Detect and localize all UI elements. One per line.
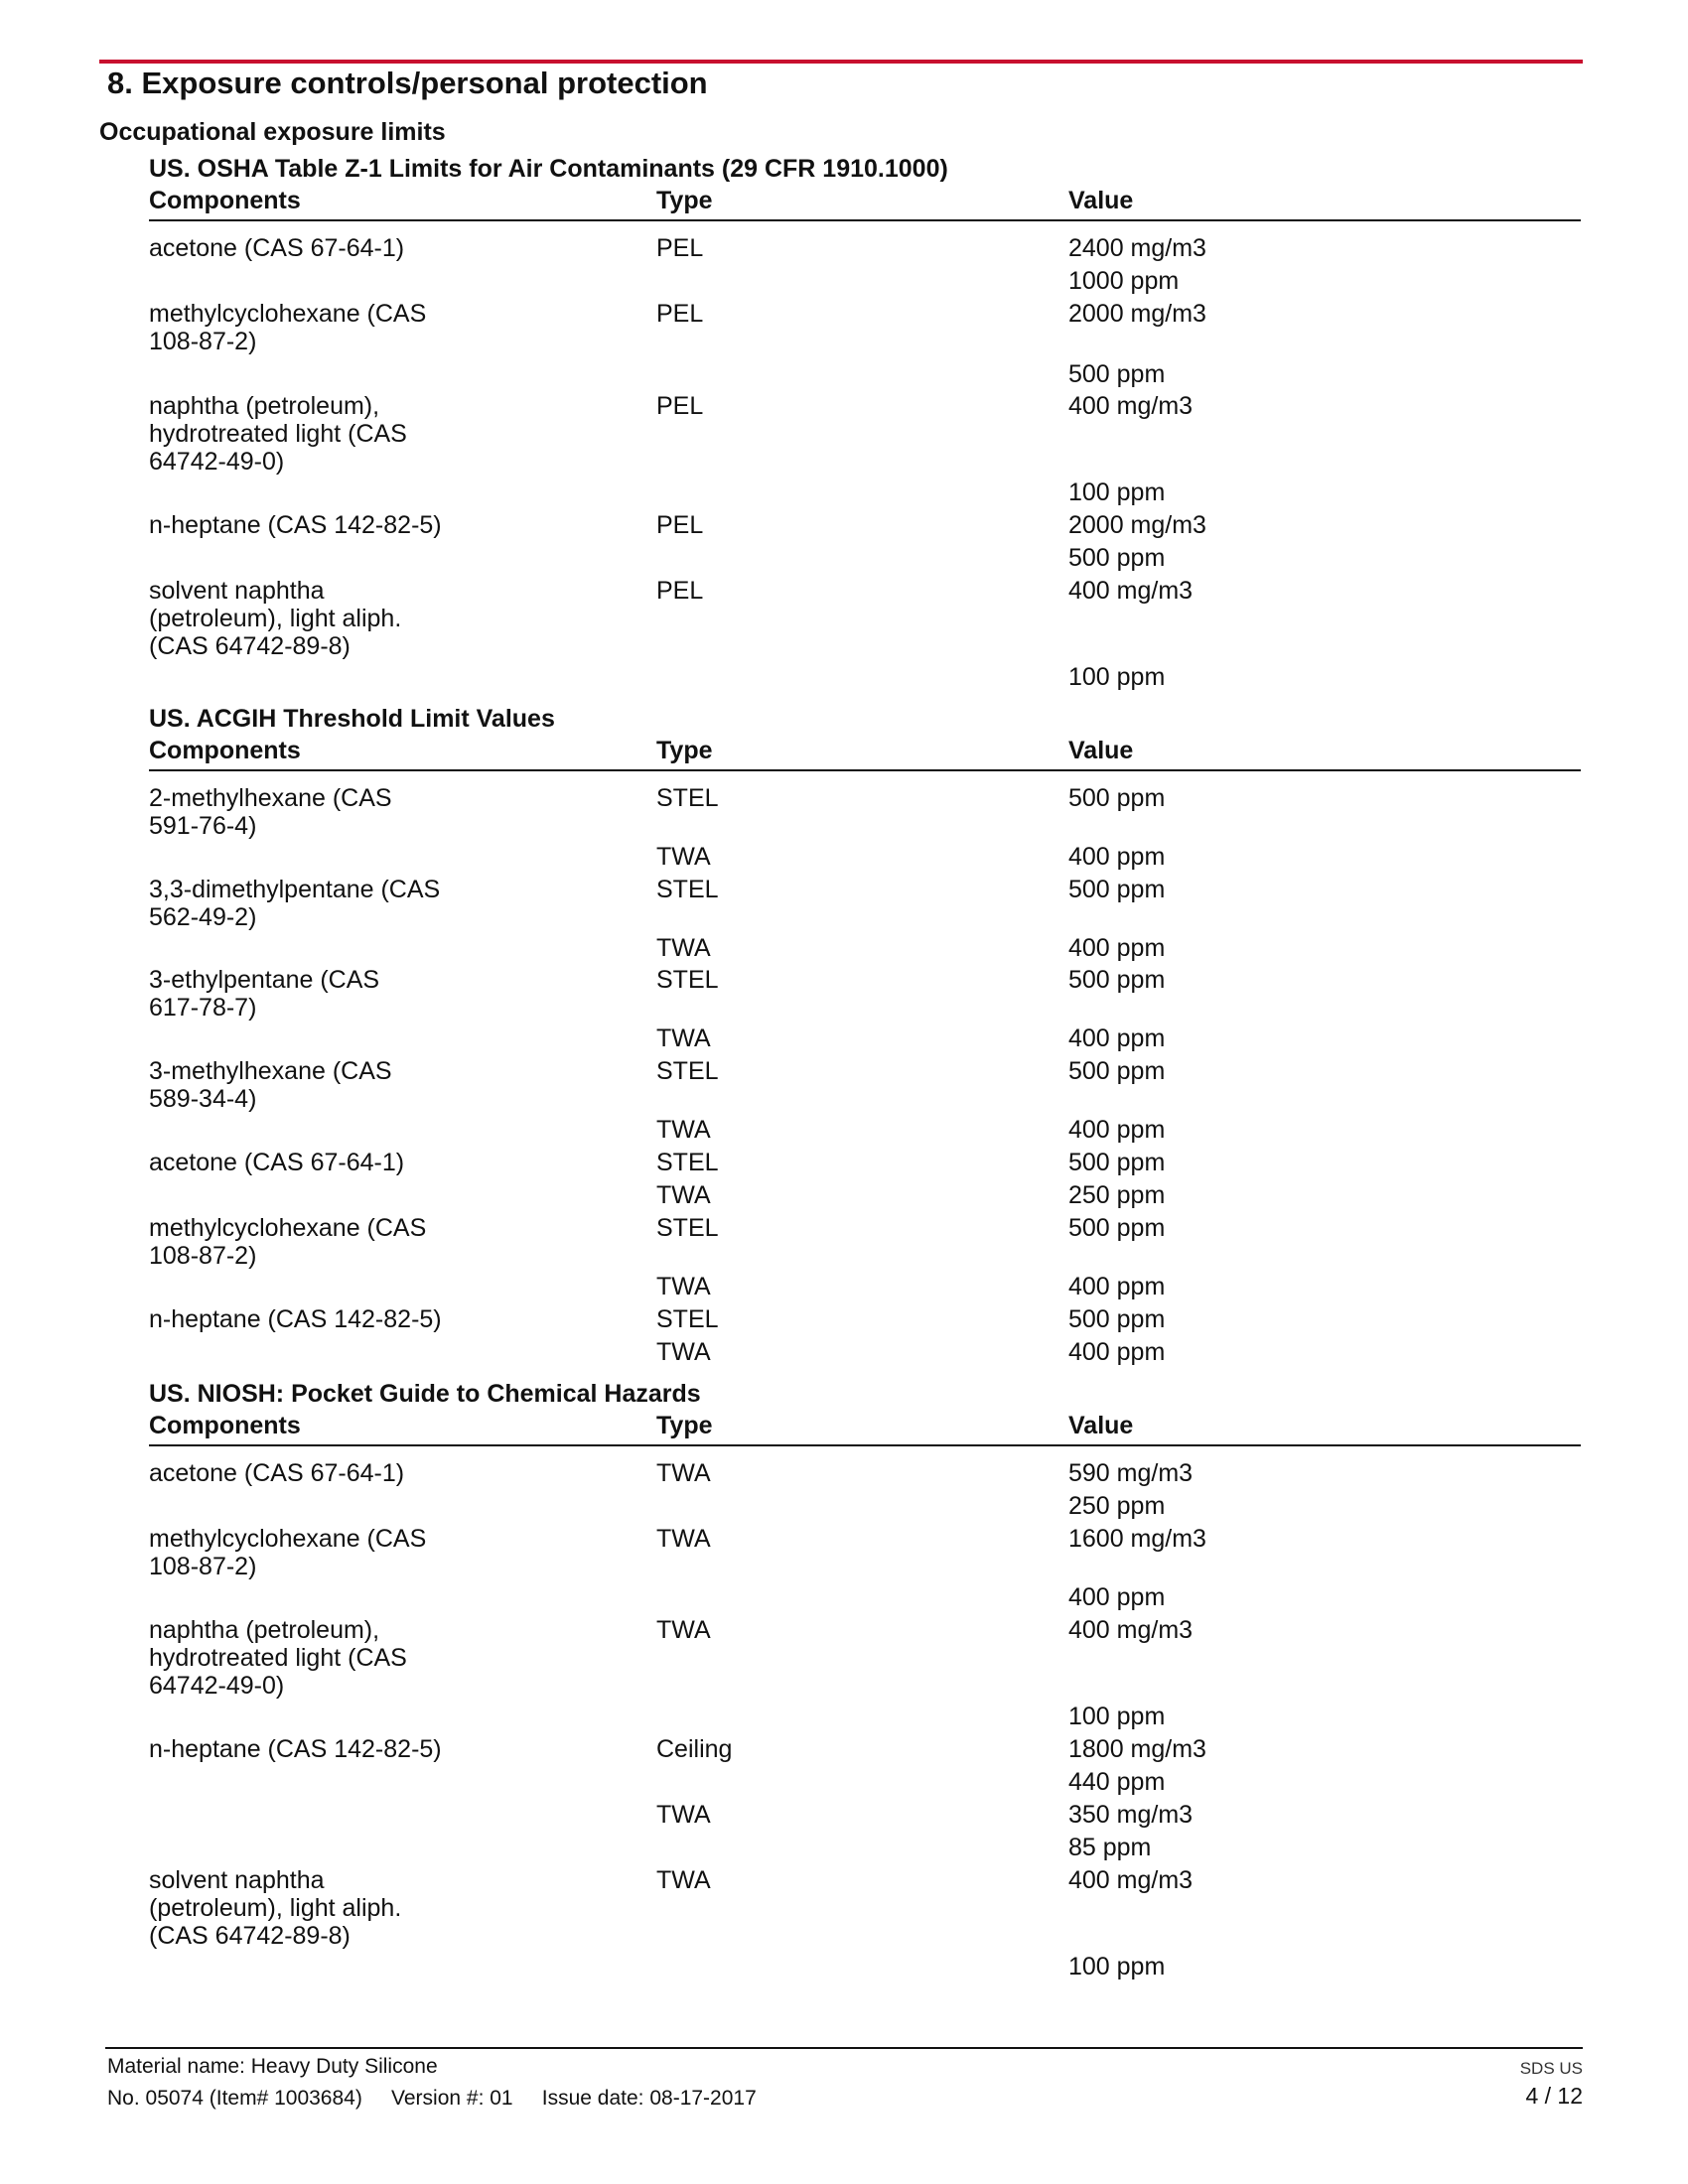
table-title: US. NIOSH: Pocket Guide to Chemical Hazards bbox=[149, 1380, 701, 1408]
value-cell: 400 mg/m3 bbox=[1068, 392, 1194, 420]
header-type: Type bbox=[656, 187, 713, 214]
value-cell: 500 ppm bbox=[1068, 1305, 1166, 1333]
type-cell: Ceiling bbox=[656, 1735, 733, 1763]
type-cell: STEL bbox=[656, 1305, 719, 1333]
header-value: Value bbox=[1068, 187, 1134, 214]
type-cell: TWA bbox=[656, 843, 711, 871]
component-cell: 2-methylhexane (CAS 591-76-4) bbox=[149, 784, 392, 840]
header-components: Components bbox=[149, 1412, 301, 1439]
type-cell: TWA bbox=[656, 1801, 711, 1829]
type-cell: PEL bbox=[656, 392, 704, 420]
value-cell: 1600 mg/m3 bbox=[1068, 1525, 1206, 1553]
value-cell: 2000 mg/m3 bbox=[1068, 300, 1206, 328]
type-cell: PEL bbox=[656, 300, 704, 328]
footer-document-info: No. 05074 (Item# 1003684) Version #: 01 Issue date: 08-17-2017 bbox=[107, 2087, 757, 2110]
value-cell: 100 ppm bbox=[1068, 1953, 1166, 1980]
component-cell: 3-methylhexane (CAS 589-34-4) bbox=[149, 1057, 392, 1113]
value-cell: 400 ppm bbox=[1068, 1024, 1166, 1052]
value-cell: 500 ppm bbox=[1068, 966, 1166, 994]
value-cell: 500 ppm bbox=[1068, 876, 1166, 903]
section-title: 8. Exposure controls/personal protection bbox=[107, 66, 708, 100]
value-cell: 400 mg/m3 bbox=[1068, 1616, 1194, 1644]
component-cell: 3-ethylpentane (CAS 617-78-7) bbox=[149, 966, 380, 1022]
acgih-table bbox=[149, 703, 1581, 1366]
type-cell: TWA bbox=[656, 1459, 711, 1487]
value-cell: 400 ppm bbox=[1068, 934, 1166, 962]
type-cell: STEL bbox=[656, 784, 719, 812]
component-cell: solvent naphtha (petroleum), light aliph. (CAS 64742-89-8) bbox=[149, 577, 402, 660]
component-cell: methylcyclohexane (CAS 108-87-2) bbox=[149, 1214, 427, 1270]
value-cell: 400 ppm bbox=[1068, 843, 1166, 871]
value-cell: 85 ppm bbox=[1068, 1834, 1152, 1861]
value-cell: 400 mg/m3 bbox=[1068, 1866, 1194, 1894]
subsection-title: Occupational exposure limits bbox=[99, 118, 446, 146]
table-header bbox=[149, 186, 1581, 221]
type-cell: TWA bbox=[656, 934, 711, 962]
type-cell: TWA bbox=[656, 1273, 711, 1300]
type-cell: STEL bbox=[656, 966, 719, 994]
value-cell: 1000 ppm bbox=[1068, 267, 1180, 295]
footer-rule bbox=[105, 2047, 1583, 2049]
component-cell: naphtha (petroleum), hydrotreated light (CAS 64742-49-0) bbox=[149, 1616, 407, 1700]
value-cell: 2000 mg/m3 bbox=[1068, 511, 1206, 539]
value-cell: 440 ppm bbox=[1068, 1768, 1166, 1796]
type-cell: STEL bbox=[656, 1214, 719, 1242]
value-cell: 100 ppm bbox=[1068, 478, 1166, 506]
value-cell: 500 ppm bbox=[1068, 1149, 1166, 1176]
value-cell: 400 ppm bbox=[1068, 1338, 1166, 1366]
table-title: US. OSHA Table Z-1 Limits for Air Contaminants (29 CFR 1910.1000) bbox=[149, 155, 948, 183]
value-cell: 250 ppm bbox=[1068, 1492, 1166, 1520]
value-cell: 500 ppm bbox=[1068, 784, 1166, 812]
component-cell: 3,3-dimethylpentane (CAS 562-49-2) bbox=[149, 876, 441, 931]
type-cell: TWA bbox=[656, 1525, 711, 1553]
component-cell: solvent naphtha (petroleum), light aliph. (CAS 64742-89-8) bbox=[149, 1866, 402, 1950]
value-cell: 590 mg/m3 bbox=[1068, 1459, 1194, 1487]
component-cell: methylcyclohexane (CAS 108-87-2) bbox=[149, 1525, 427, 1580]
component-cell: acetone (CAS 67-64-1) bbox=[149, 234, 405, 262]
component-cell: methylcyclohexane (CAS 108-87-2) bbox=[149, 300, 427, 355]
type-cell: TWA bbox=[656, 1024, 711, 1052]
type-cell: TWA bbox=[656, 1181, 711, 1209]
value-cell: 500 ppm bbox=[1068, 1214, 1166, 1242]
header-value: Value bbox=[1068, 737, 1134, 764]
header-type: Type bbox=[656, 1412, 713, 1439]
component-cell: acetone (CAS 67-64-1) bbox=[149, 1459, 405, 1487]
component-cell: n-heptane (CAS 142-82-5) bbox=[149, 511, 442, 539]
component-cell: n-heptane (CAS 142-82-5) bbox=[149, 1735, 442, 1763]
table-title: US. ACGIH Threshold Limit Values bbox=[149, 705, 555, 733]
value-cell: 100 ppm bbox=[1068, 1703, 1166, 1730]
type-cell: PEL bbox=[656, 234, 704, 262]
component-cell: acetone (CAS 67-64-1) bbox=[149, 1149, 405, 1176]
type-cell: TWA bbox=[656, 1616, 711, 1644]
section-rule bbox=[99, 60, 1583, 64]
table-header bbox=[149, 736, 1581, 771]
value-cell: 500 ppm bbox=[1068, 544, 1166, 572]
value-cell: 100 ppm bbox=[1068, 663, 1166, 691]
type-cell: TWA bbox=[656, 1116, 711, 1144]
value-cell: 400 ppm bbox=[1068, 1116, 1166, 1144]
header-components: Components bbox=[149, 187, 301, 214]
header-components: Components bbox=[149, 737, 301, 764]
type-cell: TWA bbox=[656, 1866, 711, 1894]
niosh-table bbox=[149, 1378, 1581, 1980]
page-number: 4 / 12 bbox=[1525, 2083, 1583, 2109]
value-cell: 2400 mg/m3 bbox=[1068, 234, 1206, 262]
type-cell: STEL bbox=[656, 1149, 719, 1176]
type-cell: TWA bbox=[656, 1338, 711, 1366]
value-cell: 250 ppm bbox=[1068, 1181, 1166, 1209]
footer-doc-type: SDS US bbox=[1519, 2059, 1583, 2078]
type-cell: STEL bbox=[656, 1057, 719, 1085]
value-cell: 500 ppm bbox=[1068, 360, 1166, 388]
type-cell: STEL bbox=[656, 876, 719, 903]
value-cell: 400 ppm bbox=[1068, 1583, 1166, 1611]
value-cell: 500 ppm bbox=[1068, 1057, 1166, 1085]
footer-material-name: Material name: Heavy Duty Silicone bbox=[107, 2055, 438, 2078]
component-cell: n-heptane (CAS 142-82-5) bbox=[149, 1305, 442, 1333]
osha-table bbox=[149, 153, 1581, 691]
value-cell: 400 ppm bbox=[1068, 1273, 1166, 1300]
component-cell: naphtha (petroleum), hydrotreated light (CAS 64742-49-0) bbox=[149, 392, 407, 476]
header-type: Type bbox=[656, 737, 713, 764]
header-value: Value bbox=[1068, 1412, 1134, 1439]
value-cell: 1800 mg/m3 bbox=[1068, 1735, 1206, 1763]
table-header bbox=[149, 1411, 1581, 1446]
value-cell: 350 mg/m3 bbox=[1068, 1801, 1194, 1829]
value-cell: 400 mg/m3 bbox=[1068, 577, 1194, 605]
type-cell: PEL bbox=[656, 511, 704, 539]
type-cell: PEL bbox=[656, 577, 704, 605]
